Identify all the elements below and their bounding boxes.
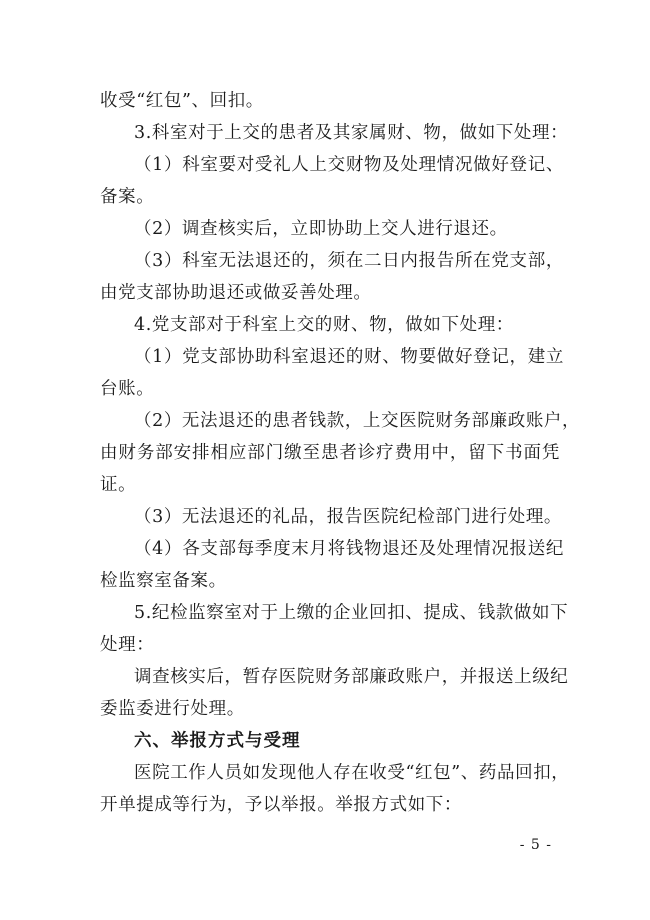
paragraph-line-11: （2）无法退还的患者钱款，上交医院财务部廉政账户，: [134, 411, 581, 431]
paragraph-line-3: （1）科室要对受礼人上交财物及处理情况做好登记、: [134, 155, 564, 175]
paragraph-line-23: 开单提成等行为，予以举报。举报方式如下：: [100, 795, 462, 815]
paragraph-line-13: 证。: [100, 475, 137, 495]
section-heading: 六、举报方式与受理: [134, 731, 301, 751]
paragraph-line-6: （3）科室无法退还的，须在二日内报告所在党支部，: [134, 251, 564, 271]
paragraph-line-10: 台账。: [100, 379, 155, 399]
paragraph-line-22: 医院工作人员如发现他人存在收受“红包”、药品回扣，: [134, 763, 570, 783]
paragraph-line-20: 委监委进行处理。: [100, 699, 245, 719]
paragraph-line-9: （1）党支部协助科室退还的财、物要做好登记，建立: [134, 347, 564, 367]
page-number: - 5 -: [519, 837, 552, 853]
paragraph-line-8: 4.党支部对于科室上交的财、物，做如下处理：: [134, 315, 514, 335]
paragraph-line-17: 5.纪检监察室对于上缴的企业回扣、提成、钱款做如下: [134, 603, 569, 623]
paragraph-line-14: （3）无法退还的礼品，报告医院纪检部门进行处理。: [134, 507, 563, 527]
paragraph-line-5: （2）调查核实后，立即协助上交人进行退还。: [134, 219, 508, 239]
paragraph-line-18: 处理：: [100, 635, 155, 655]
paragraph-line-4: 备案。: [100, 187, 155, 207]
paragraph-line-19: 调查核实后，暂存医院财务部廉政账户，并报送上级纪: [134, 667, 569, 687]
paragraph-line-12: 由财务部安排相应部门缴至患者诊疗费用中，留下书面凭: [100, 443, 560, 463]
paragraph-line-15: （4）各支部每季度末月将钱物退还及处理情况报送纪: [134, 539, 564, 559]
paragraph-line-1: 收受“红包”、回扣。: [100, 91, 264, 111]
paragraph-line-7: 由党支部协助退还或做妥善处理。: [100, 283, 372, 303]
paragraph-line-2: 3.科室对于上交的患者及其家属财、物，做如下处理：: [134, 123, 569, 143]
paragraph-line-16: 检监察室备案。: [100, 571, 227, 591]
